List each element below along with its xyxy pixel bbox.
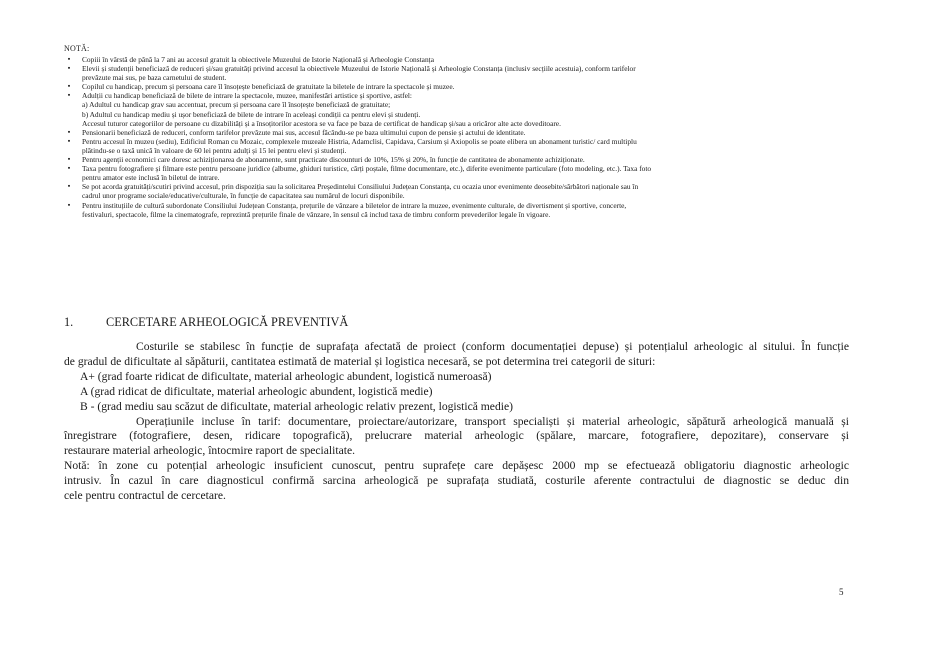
bullet-icon: ▪ (67, 64, 71, 73)
note-line: cadrul unor programe sociale/educative/culturale, în funcție de capacitatea sau numărul de locuri disponibile. (82, 191, 405, 201)
bullet-icon: ▪ (67, 91, 71, 100)
note-line: Pensionarii beneficiază de reduceri, conform tarifelor prevăzute mai sus, accesul făcându-se pe baza ultimului cupon de pensie și actului de identitate. (82, 127, 526, 137)
note-item (64, 55, 854, 64)
note-item (64, 128, 854, 137)
bullet-icon: ▪ (67, 155, 71, 164)
note-line: Pentru instituțiile de cultură subordonate Consiliului Județean Constanța, prețurile de vânzare a biletelor de intrare la muzee, evenimente culturale, de divertisment și sportive, concerte, (82, 200, 627, 210)
bullet-icon: ▪ (67, 182, 71, 191)
body-line: A+ (grad foarte ridicat de dificultate, material arheologic abundent, logistică numeroasă) (80, 369, 492, 383)
note-line: Copiii în vârstă de până la 7 ani au accesul gratuit la obiectivele Muzeului de Istorie Națională și Arheologie Constanța (82, 55, 434, 64)
note-item (64, 64, 854, 82)
note-line: Pentru accesul în muzeu (sediu), Edificiul Roman cu Mozaic, complexele muzeale Histria, Adamclisi, Capidava, Carsium și Axiopolis se poate elibera un abonament turistic/ card multiplu (82, 136, 637, 146)
note-line: Taxa pentru fotografiere și filmare este pentru persoane juridice (albume, ghiduri turistice, cărți poștale, filme documentare, etc.), diferite evenimente particulare (foto modeling, etc.). Taxa foto (82, 164, 652, 174)
notes-list (64, 55, 854, 219)
note-item (64, 201, 854, 219)
note-line: Adulții cu handicap beneficiază de bilete de intrare la spectacole, muzee, manifestări artistice și sportive, astfel: (82, 91, 412, 101)
note-item (64, 164, 854, 182)
body-line: Costurile se stabilesc în funcție de suprafața afectată de proiect (conform documentației depuse) și potențialul arheologic al sitului. În funcție (136, 340, 849, 353)
body-line: restaurare material arheologic, întocmire raport de specialitate. (64, 444, 355, 458)
bullet-icon: ▪ (67, 200, 71, 209)
note-item (64, 155, 854, 164)
body-line: intrusiv. În cazul în care diagnosticul confirmă sarcina arheologică pe suprafața studiată, costurile aferente contractului de diagnostic se deduc din (64, 474, 849, 488)
note-line: plătindu-se o taxă unică în valoare de 60 lei pentru adulți și 15 lei pentru elevi și studenți. (82, 145, 347, 155)
note-item (64, 137, 854, 155)
notes-title: NOTĂ: (64, 44, 90, 53)
note-item (64, 182, 854, 200)
note-line: Se pot acorda gratuități/scutiri privind accesul, prin dispoziția sau la solicitarea Președintelui Consiliului Județean Constanța, cu ocazia unor evenimente deosebite/sărbători naționale sau în (82, 182, 639, 192)
body-line: cele pentru contractul de cercetare. (64, 489, 226, 503)
note-line: Copilul cu handicap, precum și persoana care îl însoțește beneficiază de gratuitate la biletele de intrare la spectacole și muzee. (82, 82, 455, 92)
bullet-icon: ▪ (67, 136, 71, 145)
body-line: B - (grad mediu sau scăzut de dificultate, material arheologic relativ prezent, logistică medie) (80, 399, 513, 413)
page-number: 5 (839, 587, 844, 597)
bullet-icon: ▪ (67, 55, 71, 63)
note-item (64, 91, 854, 127)
body-line: Notă: în zone cu potențial arheologic insuficient cunoscut, pentru suprafețe care depășesc 2000 mp se efectuează obligatoriu diagnostic arheologic (64, 459, 849, 473)
section-body (64, 340, 849, 504)
body-line: Operațiunile incluse în tarif: documentare, proiectare/autorizare, transport specialiști și material arheologic, săpătură arheologică manuală și (136, 414, 849, 428)
bullet-icon: ▪ (67, 82, 71, 91)
body-line: înregistrare (fotografiere, desen, ridicare topografică), prelucrare material arheologic (spălare, marcare, fotografiere, depozitare), conservare și (64, 429, 849, 443)
note-line: a) Adultul cu handicap grav sau accentuat, precum și persoana care îl însoțește beneficiază de gratuitate; (82, 100, 391, 110)
bullet-icon: ▪ (67, 164, 71, 173)
body-line: de gradul de dificultate al săpăturii, cantitatea estimată de material și logistica necesară, se pot determina trei categorii de situri: (64, 354, 656, 368)
section-number: 1. (64, 315, 74, 329)
bullet-icon: ▪ (67, 127, 71, 136)
section-title: CERCETARE ARHEOLOGICĂ PREVENTIVĂ (106, 315, 349, 329)
note-line: prevăzute mai sus, pe baza carnetului de student. (82, 73, 227, 83)
note-line: b) Adultul cu handicap mediu și ușor beneficiază de bilete de intrare în aceleași condiții ca pentru elevi și studenți. (82, 109, 421, 119)
note-line: pentru amator este inclusă în biletul de intrare. (82, 173, 220, 183)
section-heading (64, 315, 348, 330)
body-line: A (grad ridicat de dificultate, material arheologic abundent, logistică medie) (80, 384, 433, 398)
note-line: festivaluri, spectacole, filme la cinematografe, reprezintă prețurile finale de vânzare, în sensul că includ taxa de timbru conform prevederilor legale în vigoare. (82, 209, 551, 219)
note-line: Accesul tuturor categoriilor de persoane cu dizabilități și a însoțitorilor acestora se va face pe baza de certificat de handicap și/sau a oricăror alte acte doveditoare. (82, 118, 561, 128)
note-item (64, 82, 854, 91)
note-line: Pentru agenții economici care doresc achiziționarea de abonamente, sunt practicate discounturi de 10%, 15% și 20%, în funcție de cantitatea de abonamente achiziționate. (82, 155, 585, 165)
note-line: Elevii și studenții beneficiază de reduceri și/sau gratuități privind accesul la obiectivele Muzeului de Istorie Națională și Arheologie Constanța (inclusiv secțiile acestuia), conform tarifelor (82, 64, 636, 74)
